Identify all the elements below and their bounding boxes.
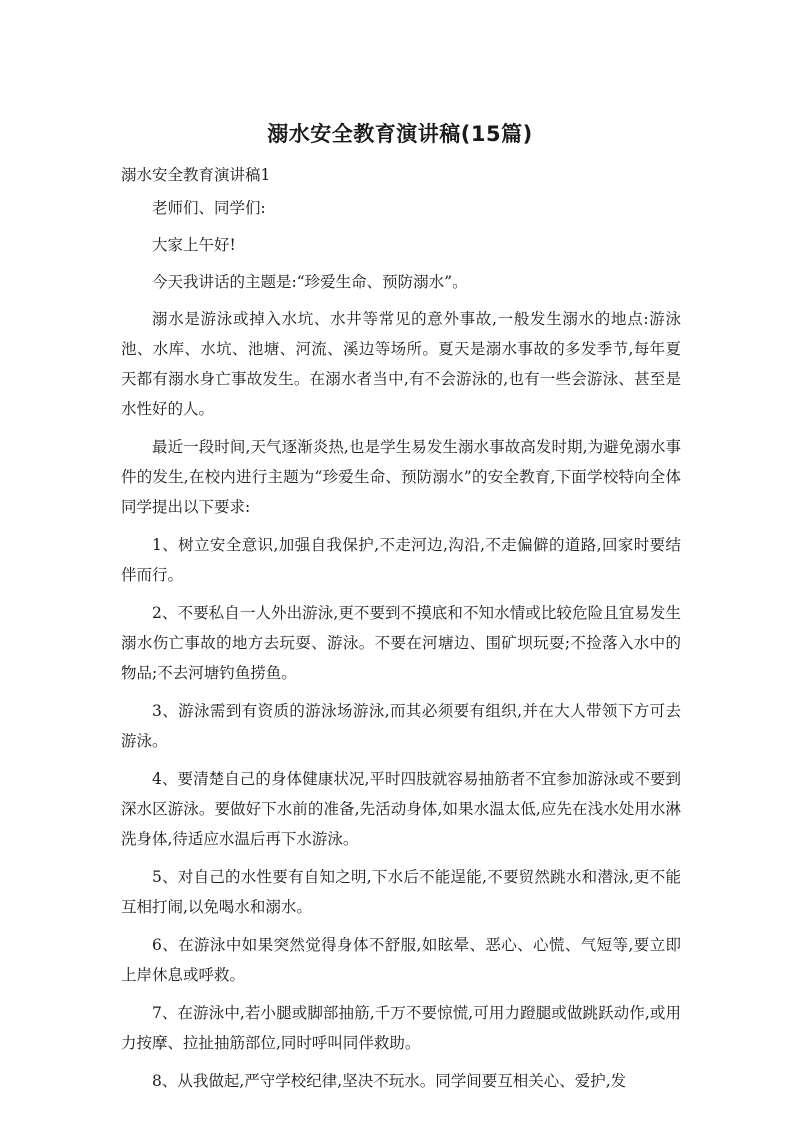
document-title: 溺水安全教育演讲稿(15篇) bbox=[267, 122, 533, 146]
paragraph: 大家上午好! bbox=[152, 236, 236, 254]
paragraph: 老师们、同学们: bbox=[152, 199, 266, 217]
list-item: 3、游泳需到有资质的游泳场游泳,而其必须要有组织,并在大人带领下方可去游泳。 bbox=[121, 702, 681, 750]
list-item: 2、不要私自一人外出游泳,更不要到不摸底和不知水情或比较危险且宜易发生溺水伤亡事故的地方去玩耍、游泳。不要在河塘边、围矿坝玩耍;不捡落入水中的物品;不去河塘钓鱼捞鱼。 bbox=[121, 604, 681, 682]
list-item: 4、要清楚自己的身体健康状况,平时四肢就容易抽筋者不宜参加游泳或不要到深水区游泳。要做好下水前的准备,先活动身体,如果水温太低,应先在浅水处用水淋洗身体,待适应水温后再下水游泳。 bbox=[121, 770, 681, 848]
list-item: 1、树立安全意识,加强自我保护,不走河边,沟沿,不走偏僻的道路,回家时要结伴而行。 bbox=[121, 536, 681, 584]
document-body bbox=[121, 193, 681, 1104]
paragraph: 今天我讲话的主题是:“珍爱生命、预防溺水”。 bbox=[152, 273, 468, 291]
list-item: 5、对自己的水性要有自知之明,下水后不能逞能,不要贸然跳水和潜泳,更不能互相打闹,以免喝水和溺水。 bbox=[121, 868, 681, 916]
list-item: 7、在游泳中,若小腿或脚部抽筋,千万不要惊慌,可用力蹬腿或做跳跃动作,或用力按摩、拉扯抽筋部位,同时呼叫同伴救助。 bbox=[121, 1004, 681, 1052]
speech-subtitle: 溺水安全教育演讲稿1 bbox=[121, 166, 271, 184]
list-item: 8、从我做起,严守学校纪律,坚决不玩水。同学间要互相关心、爱护,发 bbox=[152, 1072, 627, 1090]
list-item: 6、在游泳中如果突然觉得身体不舒服,如眩晕、恶心、心慌、气短等,要立即上岸休息或呼救。 bbox=[121, 936, 681, 984]
paragraph: 最近一段时间,天气逐渐炎热,也是学生易发生溺水事故高发时期,为避免溺水事件的发生,在校内进行主题为“珍爱生命、预防溺水”的安全教育,下面学校特向全体同学提出以下要求: bbox=[121, 438, 681, 516]
paragraph: 溺水是游泳或掉入水坑、水井等常见的意外事故,一般发生溺水的地点:游泳池、水库、水坑、池塘、河流、溪边等场所。夏天是溺水事故的多发季节,每年夏天都有溺水身亡事故发生。在溺水者当中,有不会游泳的,也有一些会游泳、甚至是水性好的人。 bbox=[121, 310, 681, 418]
